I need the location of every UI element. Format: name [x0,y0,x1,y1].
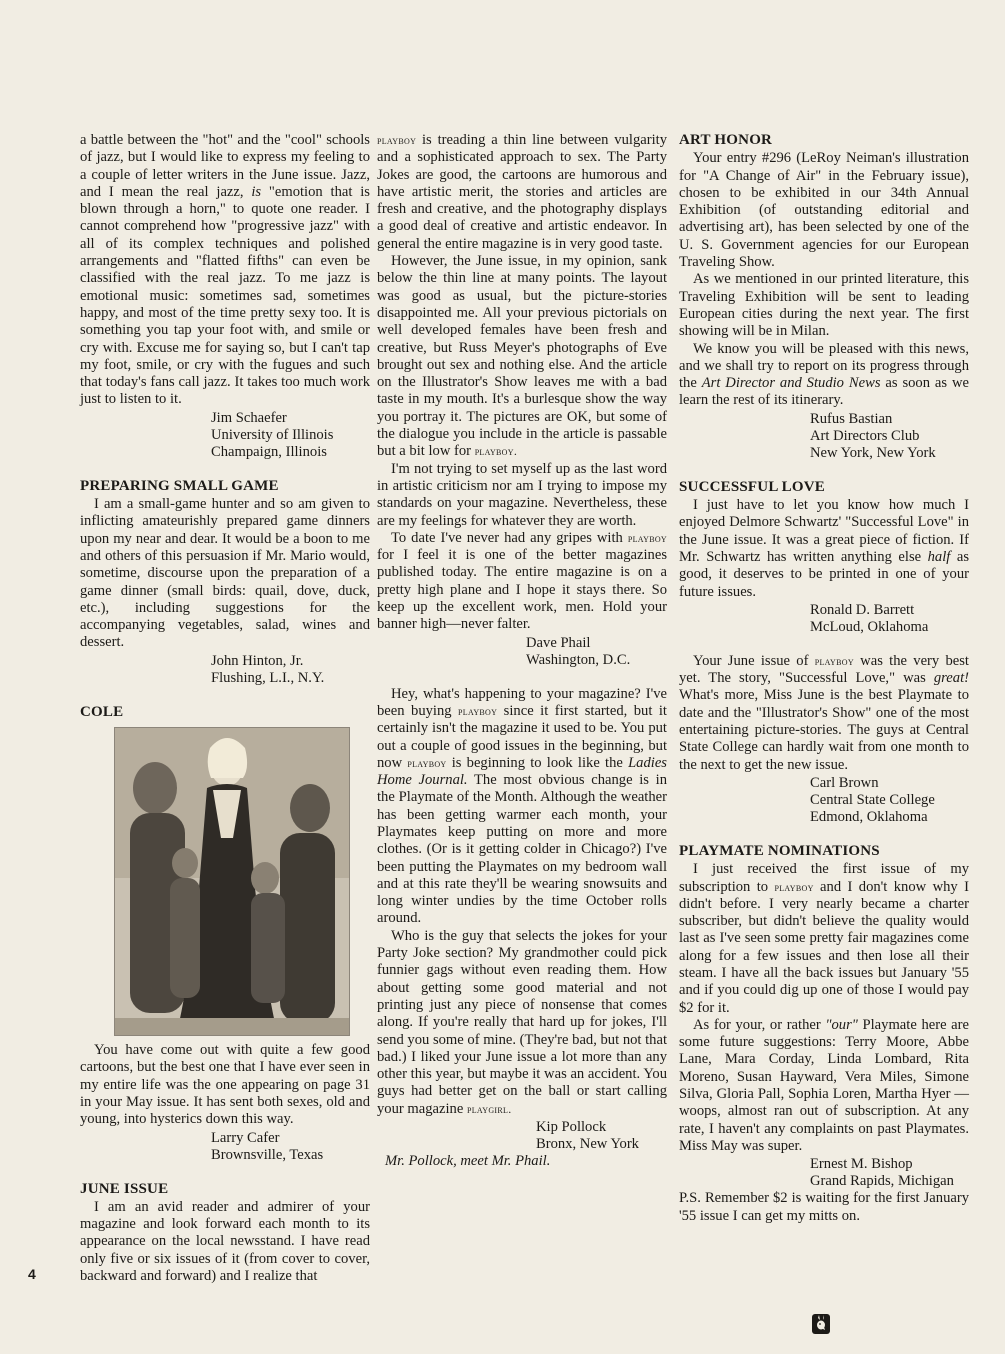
signature-jim-schaefer: Jim Schaefer University of Illinois Champaign, Illinois [211,409,334,460]
signature-larry-cafer: Larry Cafer Brownsville, Texas [211,1129,324,1163]
letter-small-game: I am a small-game hunter and so am given to inflicting amateurishly prepared game dinners upon my near and dear. It would be a boon to me and others of this persuasion if Mr. Mario would, sometime, discourse upon the preparation of a game dinner (small birds: quail, dove, duck, etc.), including suggestions for the accompanying vegetables, salad, wines and dessert. [80,496,370,651]
letter-successful-love: I just have to let you know how much I enjoyed Delmore Schwartz' "Successful Love" in the June issue. It was a great piece of fiction. If Mr. Schwartz has written anything else half as good, it deserves to be printed in one of your future issues. [679,497,969,600]
cartoon-illustration [114,727,350,1036]
letter-june-best: Your June issue of playboy was the very best yet. The story, "Successful Love," was great! What's more, Miss June is the best Playmate to date and the "Illustrator's Show" one of the most entertaining picture-stories. The guys at Central State College can hardly wait from one month to the next to get the new issue. [679,652,969,773]
heading-playmate-nominations: PLAYMATE NOMINATIONS [679,842,880,859]
heading-art-honor: ART HONOR [679,132,773,148]
letter-june-issue: I am an avid reader and admirer of your magazine and look forward each month to its appearance on the local newsstand. I have read only five or six issues of it (from cover to cover, backward and forward) and I realize that [80,1198,370,1284]
letter-art-honor-p1: Your entry #296 (LeRoy Neiman's illustration for "A Change of Air" in the February issue), chosen to be exhibited in our 34th Annual Exhibition (of outstanding editorial and advertising art), has been selected by one of the U. S. Government agencies for our European Traveling Show. [679,150,969,271]
signature-dave-phail: Dave Phail Washington, D.C. [526,634,631,668]
letter-whats-happening-p2: Who is the guy that selects the jokes for your Party Joke section? My grandmother could pick funnier gags without even reading them. How about getting some good material and not printing just any piece of nonsense that comes along. If you're really that hard up for jokes, I'll send you some of mine. (They're bad, but not that bad.) I liked your June issue a lot more than any other this year, but maybe it was an accident. You guys had better get on the ball or start calling your magazine playgirl. [377,927,667,1117]
letter-whats-happening-p1: Hey, what's happening to your magazine? I've been buying playboy since it first started, but it certainly isn't the magazine it used to be. You put out a couple of good issues in the beginning, but now playboy is beginning to look like the Ladies Home Journal. The most obvious change is in the Playmate of the Month. Although the weather has been getting warmer each month, your Playmates keep putting on more and more clothes. (Or is it getting colder in Chicago?) I've been putting the Playmates on my bedroom wall and at this rate they'll be wearing snowsuits and long winter undies by the time October rolls around. [377,685,667,927]
letter-art-honor-p3: We know you will be pleased with this news, and we shall try to report on its progress through the Art Director and Studio News as soon as we learn the rest of its itinerary. [679,340,969,409]
signature-john-hinton: John Hinton, Jr. Flushing, L.I., N.Y. [211,652,325,686]
letter-playmate-p1: I just received the first issue of my subscription to playboy and I don't know why I didn't before. I very nearly became a charter subscriber, but didn't believe the quality would last as I've seen some pretty fair magazines come along for a few issues and then lose all their steam. I have all the back issues but January '55 and if you could dig up one of those I would pay $2 for it. [679,861,969,1016]
column-3 [679,132,969,1225]
heading-successful-love: SUCCESSFUL LOVE [679,478,825,495]
heading-preparing-small-game: PREPARING SMALL GAME [80,477,279,494]
column-1 [80,132,370,1285]
letter-thin-line-p3: I'm not trying to set myself up as the last word in artistic criticism nor am I trying to impose my standards on your magazine. Nevertheless, these are my feelings for whatever they are worth. [377,460,667,529]
postscript: P.S. Remember $2 is waiting for the first January '55 issue I can get my mitts on. [679,1190,969,1224]
rabbit-head-icon [812,1314,830,1334]
signature-ernest-bishop: Ernest M. Bishop Grand Rapids, Michigan [810,1156,954,1190]
column-2 [377,132,667,1170]
letter-cole: You have come out with quite a few good cartoons, but the best one that I have ever seen in my entire life was the one appearing on page 31 in your May issue. It has sent both sexes, old and young, into hysterics down this way. [80,1042,370,1128]
signature-rufus-bastian: Rufus Bastian Art Directors Club New York, New York [810,410,936,461]
letter-thin-line-p2: However, the June issue, in my opinion, sank below the thin line at many points. The layout was good as usual, but the picture-stories disappointed me. All your previous pictorials on well developed females have been fresh and creative, but Russ Meyer's photographs of Eve brought out sex and nothing else. And the article on the Illustrator's Show leaves me with a bad taste in my mouth. It's a burlesque show the way you portray it. The pictures are OK, but some of the dialogue you include in the article is passable but a bit low for playboy. [377,253,667,460]
signature-kip-pollock: Kip Pollock Bronx, New York [536,1119,639,1153]
letter-playmate-p2: As for your, or rather "our" Playmate here are some future suggestions: Terry Moore, Abbe Lane, Mara Corday, Linda Lombard, Rita Moreno, Susan Hayward, Vera Miles, Simone Silva, Gloria Pall, Sophia Loren, Martha Hyer —woops, almost ran out of subscription. At any rate, I haven't any complaints on past Playmates. Miss May was super. [679,1016,969,1154]
editor-reply: Mr. Pollock, meet Mr. Phail. [385,1153,551,1170]
signature-carl-brown: Carl Brown Central State College Edmond, Oklahoma [810,774,935,825]
letter-thin-line-p4: To date I've never had any gripes with playboy for I feel it is one of the better magazines published today. The entire magazine is on a pretty high plane and I hope it stays there. So keep up the excellent work, men. Hold your banner high—never falter. [377,529,667,633]
signature-ronald-barrett: Ronald D. Barrett McLoud, Oklahoma [810,601,929,635]
letter-thin-line-p1: playboy is treading a thin line between vulgarity and a sophisticated approach to sex. The Party Jokes are good, the cartoons are humorous and have artistic merit, the stories and articles are fresh and creative, and the photography displays a good deal of creative and artistic endeavor. In general the entire magazine is in very good taste. [377,132,667,252]
letter-jazz-continued: a battle between the "hot" and the "cool" schools of jazz, but I would like to express my feeling to a couple of letter writers in the June issue. Jazz, and I mean the real jazz, is "emotion that is blown through a horn," to quote one reader. I cannot comprehend how "progressive jazz" with all of its complex techniques and polished arrangements and "flatted fifths" can even be classified with the real jazz. To me jazz is emotional music: sometimes sad, sometimes happy, and most of the time pretty sexy too. It is something you tap your foot with, and smile or cry with. Excuse me for saying so, but I can't tap my foot, smile, or cry with the fugues and such that today's fans call jazz. It takes too much work just to listen to it. [80,132,370,408]
heading-june-issue: JUNE ISSUE [80,1180,169,1197]
letter-art-honor-p2: As we mentioned in our printed literature, this Traveling Exhibition will be sent to leading European cities during the next year. The first showing will be in Milan. [679,271,969,340]
heading-cole: COLE [80,703,124,720]
page-number: 4 [28,1266,36,1282]
